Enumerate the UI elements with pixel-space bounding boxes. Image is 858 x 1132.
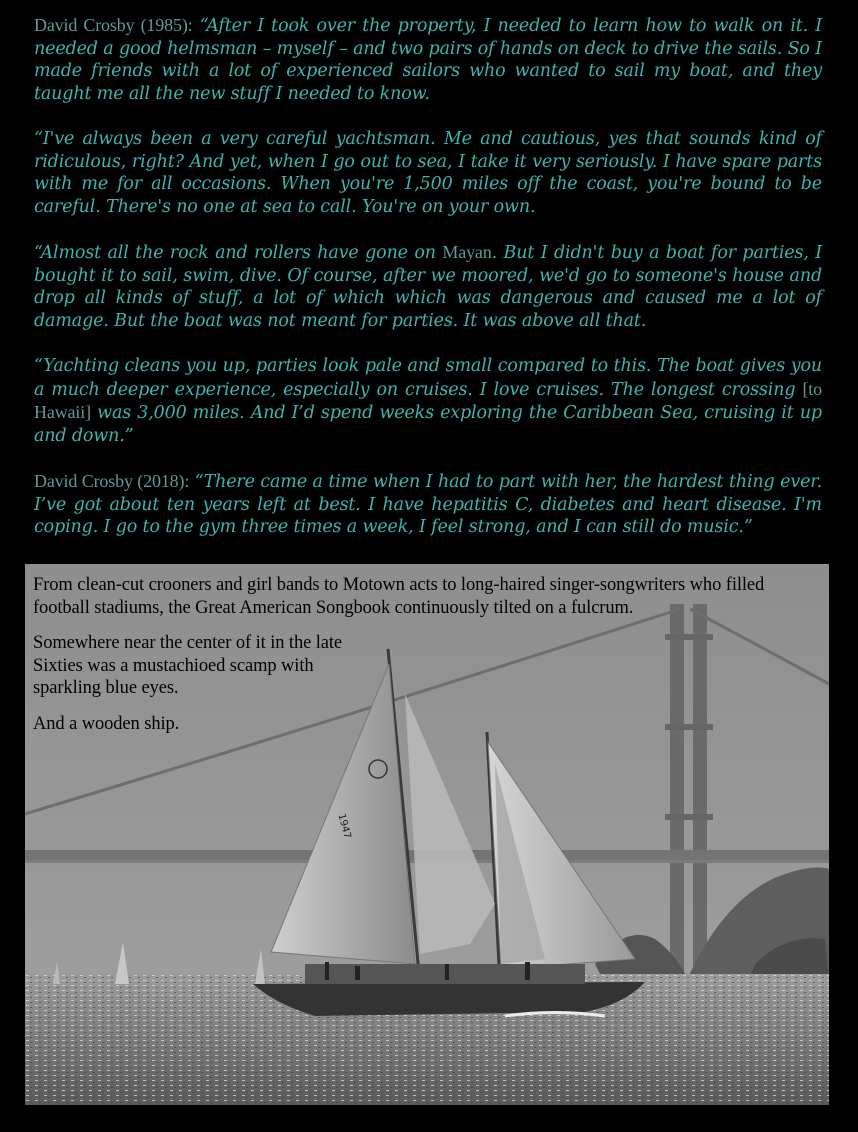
quote-attribution-1985: David Crosby (1985):: [34, 15, 193, 35]
quote-rock-and-rollers: [34, 241, 822, 332]
sailboat-photo: [25, 564, 829, 1105]
boat-name: Mayan: [442, 242, 492, 262]
quote-text: “After I took over the property, I needed to learn how to walk on it. I needed a good helmsman – myself – and two pairs of hands on deck to drive the sails. So I made friends with a lot of experienced sailors who wanted to sail my boat, and they taught me all the new stuff I needed to know.: [34, 16, 823, 104]
editorial-bracket: [to Hawaii]: [34, 378, 822, 422]
caption-paragraph: From clean-cut crooners and girl bands to Motown acts to long-haired singer-songwriters who filled football stadiums, the Great American Songbook continuously tilted on a fulcrum.: [33, 575, 765, 618]
quote-text: “Almost all the rock and rollers have gone on: [34, 243, 443, 263]
quote-yachting-cleans: [34, 355, 822, 447]
caption-paragraph: And a wooden ship.: [33, 713, 180, 734]
quotes-section: [34, 14, 822, 562]
quote-2018: [34, 470, 822, 539]
sail-number-text: 1947: [335, 812, 353, 840]
quote-text: “There came a time when I had to part with her, the hardest thing ever. I’ve got about ten years left at best. I have hepatitis C, diabetes and heart disease. I'm coping. I go to the gym three times a week, I feel strong, and I can still do music.”: [34, 472, 822, 537]
caption-paragraph: Somewhere near the center of it in the late Sixties was a mustachioed scamp with sparkling blue eyes.: [33, 633, 343, 698]
quote-text: “Yachting cleans you up, parties look pale and small compared to this. The boat gives you a much deeper experience, especially on cruises. I love cruises. The longest crossing: [34, 356, 822, 400]
quote-text: . But I didn't buy a boat for parties, I bought it to sail, swim, dive. Of course, after we moored, we'd go to someone's house and drop all kinds of stuff, a lot of which which was dangerous and caused me a lot of damage. But the boat was not meant for parties. It was above all that.: [34, 243, 822, 331]
photo-caption: [33, 574, 823, 748]
quote-1985-intro: [34, 14, 822, 105]
quote-text: was 3,000 miles. And I’d spend weeks exploring the Caribbean Sea, cruising it up and down.”: [34, 403, 822, 446]
quote-text: “I've always been a very careful yachtsman. Me and cautious, yes that sounds kind of ridiculous, right? And yet, when I go out to sea, I take it very seriously. I have spare parts with me for all occasions. When you're 1,500 miles off the coast, you're bound to be careful. There's no one at sea to call. You're on your own.: [34, 129, 822, 217]
quote-attribution-2018: David Crosby (2018):: [34, 471, 190, 491]
quote-careful-yachtsman: [34, 128, 822, 218]
